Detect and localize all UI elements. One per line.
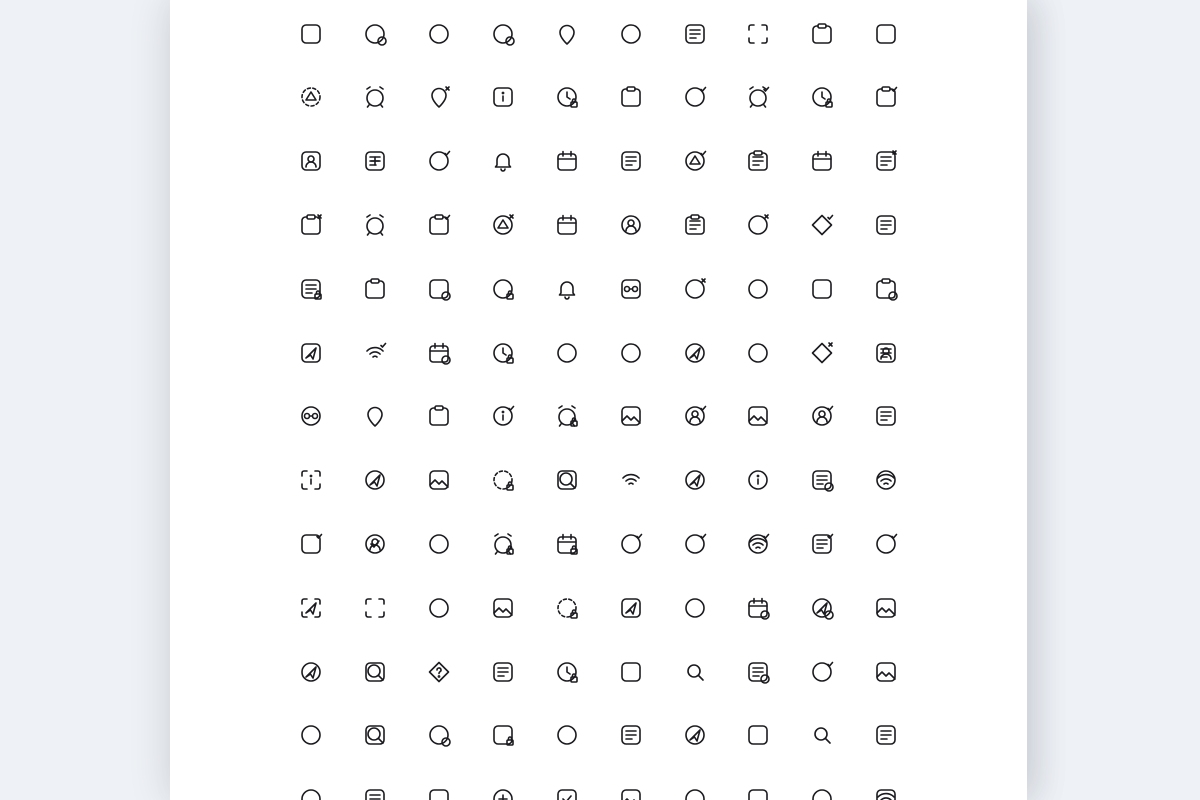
news-icon [618, 722, 644, 748]
crown-circle-icon [682, 786, 708, 800]
calendar-star-icon [554, 148, 580, 174]
user-circle-check-icon [809, 403, 835, 429]
list-badge-icon [809, 467, 835, 493]
cursor-click-icon [682, 467, 708, 493]
list-time-icon [745, 659, 771, 685]
clock-lock-icon [554, 84, 580, 110]
calendar-icon [809, 148, 835, 174]
settings-badge-icon [426, 722, 452, 748]
map-pin-icon [362, 403, 388, 429]
copy-edit-icon [490, 21, 516, 47]
diamond-x-icon [809, 340, 835, 366]
bulb-box-icon [745, 722, 771, 748]
icon-grid [170, 0, 1027, 800]
send-box-icon [298, 340, 324, 366]
cursor-target-icon [682, 722, 708, 748]
plus-circle-icon [490, 786, 516, 800]
triangle-x-icon [490, 212, 516, 238]
list-plus-icon [362, 148, 388, 174]
save-alt-icon [426, 786, 452, 800]
info-octagon-icon [745, 467, 771, 493]
clipboard-checklist-icon [682, 212, 708, 238]
clipboard-check-circle-icon [426, 212, 452, 238]
search-text-icon [682, 659, 708, 685]
printer-list-icon [873, 403, 899, 429]
checklist-add-icon [682, 21, 708, 47]
home-icon [618, 21, 644, 47]
clock-history-icon [554, 659, 580, 685]
trash-x-icon [745, 212, 771, 238]
location-x-icon [426, 84, 452, 110]
map-pin-circle-icon [554, 21, 580, 47]
info-box-icon [490, 84, 516, 110]
image-link-icon [873, 659, 899, 685]
clipboard-warning-icon [362, 276, 388, 302]
list-clock-alt-icon [362, 786, 388, 800]
text-sparkle-icon [745, 340, 771, 366]
image-upload-icon [490, 595, 516, 621]
swap-check-icon [682, 531, 708, 557]
list-warning-icon [618, 148, 644, 174]
scan-info-icon [298, 467, 324, 493]
image-icon [873, 595, 899, 621]
save-icon [298, 21, 324, 47]
flame-icon [426, 531, 452, 557]
power-circle-icon [426, 21, 452, 47]
triangle-check-icon [682, 148, 708, 174]
diamond-check-icon [809, 212, 835, 238]
bell-icon [490, 148, 516, 174]
calendar-seven-icon [554, 212, 580, 238]
building-icon [809, 276, 835, 302]
tag-icon [298, 786, 324, 800]
wifi-check-circle-icon [745, 531, 771, 557]
clipboard-link-icon [618, 84, 644, 110]
check-users-alt-icon [362, 531, 388, 557]
search-image-icon [426, 467, 452, 493]
check-box-search-icon [298, 531, 324, 557]
alarm-check-icon [745, 84, 771, 110]
mail-check-circle-icon [809, 659, 835, 685]
check-users-icon [682, 403, 708, 429]
scan-document-icon [745, 21, 771, 47]
cursor-time-icon [809, 595, 835, 621]
message-edit-icon [426, 276, 452, 302]
fingerprint-icon [809, 786, 835, 800]
dashboard-list-icon [873, 722, 899, 748]
wifi-card-icon [618, 467, 644, 493]
icon-sheet [170, 0, 1027, 800]
clipboard-list-icon [745, 148, 771, 174]
wifi-circle-icon [873, 467, 899, 493]
dashed-triangle-circle-icon [298, 84, 324, 110]
check-info-icon [490, 403, 516, 429]
gauge-icon [426, 595, 452, 621]
target-check-icon [618, 531, 644, 557]
arrow-up-left-box-icon [873, 21, 899, 47]
compass-target-icon [682, 595, 708, 621]
cursor-box-icon [618, 595, 644, 621]
calendar-clock-icon [554, 531, 580, 557]
closed-caption-icon [745, 276, 771, 302]
crown-box-icon [618, 659, 644, 685]
glasses-box-icon [618, 276, 644, 302]
clock-dashed-alt-icon [554, 595, 580, 621]
navigation-circle-icon [362, 467, 388, 493]
chart-check-icon [682, 84, 708, 110]
diamond-help-icon [426, 659, 452, 685]
search-box-alt-icon [362, 659, 388, 685]
alarm-alert-icon [362, 212, 388, 238]
clipboard-check-icon [873, 84, 899, 110]
image-download-icon [618, 786, 644, 800]
check-box-alt-icon [554, 786, 580, 800]
mail-check-icon [873, 531, 899, 557]
rocket-launch-icon [682, 340, 708, 366]
clipboard-edit-icon [873, 276, 899, 302]
voice-scan-icon [362, 595, 388, 621]
archive-icon [745, 786, 771, 800]
chart-x-icon [682, 276, 708, 302]
search-box-icon [554, 467, 580, 493]
door-exit-icon [554, 340, 580, 366]
link-edit-icon [362, 21, 388, 47]
user-box-icon [298, 148, 324, 174]
stack-clock-icon [490, 722, 516, 748]
alert-lock-icon [490, 276, 516, 302]
glasses-circle-icon [298, 403, 324, 429]
zoom-in-box-icon [362, 722, 388, 748]
alarm-box-icon [362, 84, 388, 110]
clock-icon [490, 340, 516, 366]
list-clock-icon [298, 276, 324, 302]
clock-rotate-icon [809, 84, 835, 110]
clipboard-download-icon [809, 21, 835, 47]
link-image-icon [745, 403, 771, 429]
checklist-remove-icon [873, 148, 899, 174]
search-icon [809, 722, 835, 748]
calendar-edit-icon [426, 340, 452, 366]
rocket-icon [298, 659, 324, 685]
apps-toggle-icon [618, 340, 644, 366]
compass-icon [554, 722, 580, 748]
alarm-clock-icon [554, 403, 580, 429]
gauge-alt-icon [298, 722, 324, 748]
wifi-check-icon [362, 340, 388, 366]
trash-check-icon [426, 148, 452, 174]
image-mail-icon [618, 403, 644, 429]
article-icon [490, 659, 516, 685]
list-circle-icon [873, 212, 899, 238]
wifi-box-icon [873, 786, 899, 800]
scan-send-icon [298, 595, 324, 621]
clipboard-print-icon [426, 403, 452, 429]
user-circle-icon [618, 212, 644, 238]
alarm-clock-alt-icon [490, 531, 516, 557]
list-check-icon [809, 531, 835, 557]
bell-sleep-icon [554, 276, 580, 302]
calendar-time-icon [745, 595, 771, 621]
clock-dashed-icon [490, 467, 516, 493]
clipboard-x-icon [298, 212, 324, 238]
list-user-icon [873, 340, 899, 366]
